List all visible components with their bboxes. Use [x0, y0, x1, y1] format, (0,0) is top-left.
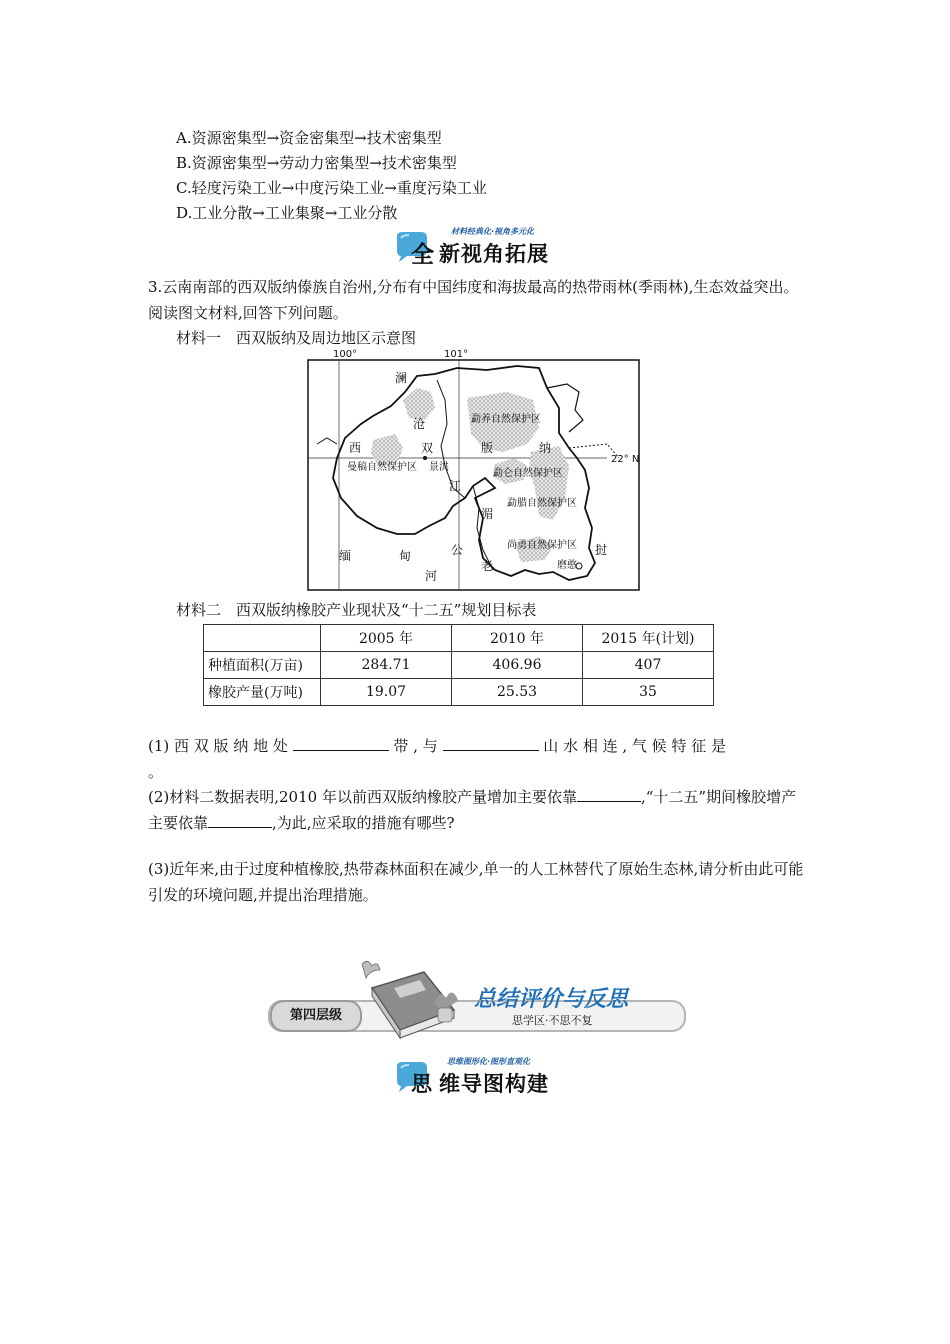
river-char: 沧 [413, 417, 426, 431]
option-letter: D. [176, 204, 193, 222]
banner-title: 维导图构建 [439, 1072, 549, 1096]
butterfly-icon [362, 961, 380, 978]
place-ban: 版 [481, 441, 494, 455]
q1-text: (1) 西 双 版 纳 地 处 [148, 737, 288, 755]
level-tag: 第四层级 [270, 1000, 362, 1032]
option-text: 轻度污染工业→中度污染工业→重度污染工业 [191, 179, 487, 197]
material-1-label: 材料一 西双版纳及周边地区示意图 [176, 329, 417, 347]
answer-blank[interactable] [293, 734, 389, 751]
place-xi: 西 [349, 441, 362, 455]
table-cell: 19.07 [321, 679, 452, 706]
xishuangbanna-map [307, 348, 643, 592]
river-char: 河 [425, 569, 438, 583]
table-header-cell [204, 625, 321, 652]
river-char: 湄 [481, 507, 494, 521]
rubber-industry-table [203, 624, 714, 706]
place-burma-1: 缅 [339, 549, 352, 563]
reserve-label-shangyong: 尚勇自然保护区 [507, 540, 577, 551]
option-text: 资源密集型→资金密集型→技术密集型 [191, 129, 442, 147]
option-text: 资源密集型→劳动力密集型→技术密集型 [191, 154, 457, 172]
lon-label-101: 101° [444, 349, 469, 360]
answer-blank[interactable] [577, 785, 641, 802]
option-c [176, 178, 487, 198]
lon-label-100: 100° [333, 349, 358, 360]
sub-question-1-end: 。 [148, 763, 164, 781]
place-laos-2: 挝 [595, 543, 608, 557]
reserve-label-mengla: 勐腊自然保护区 [507, 498, 577, 509]
option-text: 工业分散→工业集聚→工业分散 [192, 204, 398, 222]
option-letter: C. [176, 179, 192, 197]
town-mohan: 磨憨 [557, 560, 577, 571]
reserve-label-mangao: 曼稿自然保护区 [347, 462, 417, 473]
table-header-cell: 2010 年 [452, 625, 583, 652]
reserve-label-menglun: 勐仑自然保护区 [493, 468, 563, 479]
question-3-intro: 3.云南南部的西双版纳傣族自治州,分布有中国纬度和海拔最高的热带雨林(季雨林),生态效益突出。阅读图文材料,回答下列问题。 [148, 278, 799, 322]
section-banner-new-perspective [393, 226, 563, 268]
table-row [204, 679, 714, 706]
banner-title: 新视角拓展 [439, 242, 549, 266]
answer-blank[interactable] [208, 811, 272, 828]
option-d [176, 203, 397, 223]
book-icon [354, 958, 464, 1040]
place-burma-2: 甸 [399, 549, 412, 563]
place-laos-1: 老 [481, 559, 494, 573]
row-label: 橡胶产量(万吨) [204, 679, 321, 706]
option-b [176, 153, 457, 173]
material-2-label: 材料二 西双版纳橡胶产业现状及“十二五”规划目标表 [176, 601, 537, 619]
banner-big-char: 思 [411, 1072, 433, 1096]
table-header-cell: 2005 年 [321, 625, 452, 652]
banner-subtitle: 材料经典化·视角多元化 [451, 227, 535, 236]
option-a [176, 128, 442, 148]
place-na: 纳 [539, 441, 552, 455]
table-cell: 406.96 [452, 652, 583, 679]
table-cell: 35 [583, 679, 714, 706]
table-row [204, 652, 714, 679]
sub-question-3: (3)近年来,由于过度种植橡胶,热带森林面积在减少,单一的人工林替代了原始生态林,请分析由此可能引发的环境问题,并提出治理措施。 [148, 860, 804, 904]
answer-blank[interactable] [443, 734, 539, 751]
q2-text: (2)材料二数据表明,2010 年以前西双版纳橡胶产量增加主要依靠 [148, 788, 577, 806]
table-cell: 25.53 [452, 679, 583, 706]
jinghong-dot [423, 456, 427, 460]
q1-text: 带 , 与 [393, 737, 438, 755]
banner-subtitle: 思维图形化·图形直观化 [447, 1057, 531, 1066]
level-subtitle: 思学区·不思不复 [512, 1014, 593, 1027]
sub-question-2 [148, 784, 808, 836]
table-cell: 284.71 [321, 652, 452, 679]
reserve-label-mengyang: 勐养自然保护区 [471, 414, 541, 425]
option-letter: B. [176, 154, 192, 172]
table-header-row [204, 625, 714, 652]
level-title: 总结评价与反思 [474, 987, 629, 1012]
q2-text: ,“十二五”期间橡胶增产主要依靠 [148, 788, 797, 832]
q2-text: ,为此,应采取的措施有哪些? [272, 814, 455, 832]
banner-big-char: 全 [411, 242, 435, 268]
city-jinghong: 景洪 [429, 462, 449, 473]
lat-label-22n: 22° N [611, 454, 640, 465]
section-banner-mindmap [393, 1056, 563, 1096]
q1-text: 山 水 相 连 , 气 候 特 征 是 [543, 737, 726, 755]
table-header-cell: 2015 年(计划) [583, 625, 714, 652]
place-shuang: 双 [421, 441, 434, 455]
option-letter: A. [176, 129, 192, 147]
sub-question-1 [148, 734, 808, 758]
river-char: 澜 [395, 371, 408, 385]
row-label: 种植面积(万亩) [204, 652, 321, 679]
level-4-banner [264, 956, 688, 1046]
river-char: 江 [449, 479, 462, 493]
river-char: 公 [451, 543, 464, 557]
table-cell: 407 [583, 652, 714, 679]
map-frame [308, 360, 639, 590]
